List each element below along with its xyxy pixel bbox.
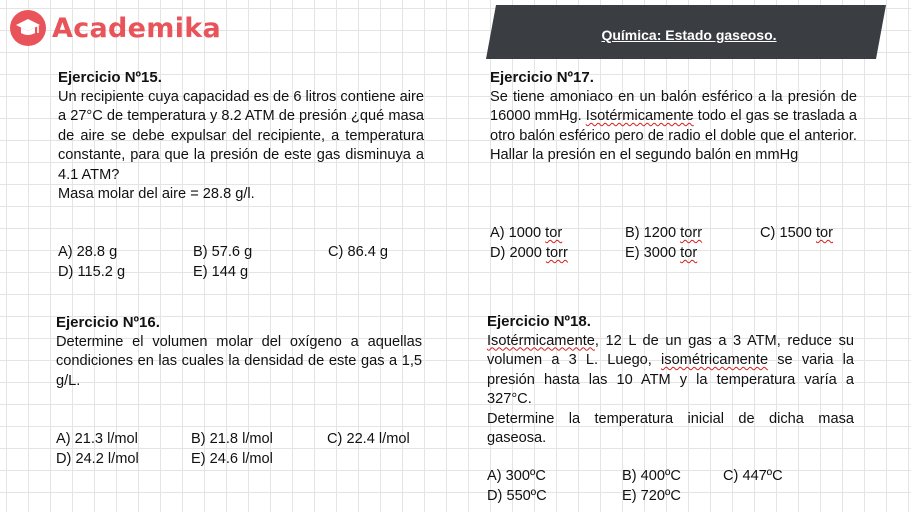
topic-title: Química: Estado gaseoso.: [601, 27, 777, 43]
exercise-statement: Se tiene amoniaco en un balón esférico a la presión de 16000 mmHg. Isotérmicamente todo el gas se traslada a otro balón esférico pero de radio el doble que el anterior. Hallar la presión en el segundo balón en mmHg: [490, 88, 857, 163]
option-a: A) 300ºC: [487, 468, 546, 484]
brand-name: Academika: [52, 12, 222, 44]
option-e: E) 720ºC: [622, 488, 681, 504]
brand-logo: [10, 10, 221, 46]
spellcheck-word: isométricamente: [661, 352, 769, 368]
option-e: E) 144 g: [193, 264, 249, 280]
option-b: B) 1200 torr: [625, 225, 703, 241]
exercise-17: [490, 68, 857, 166]
exercise-15: [58, 68, 424, 205]
exercise-statement: Isotérmicamente, 12 L de un gas a 3 ATM, reduce su volumen a 3 L. Luego, isométricamente se varia la presión hasta las 10 ATM y la temperatura varía a 327°C.: [487, 332, 854, 407]
option-a: A) 28.8 g: [58, 244, 118, 260]
spellcheck-word: Isotérmicamente: [487, 332, 595, 349]
option-c: C) 1500 tor: [760, 225, 834, 241]
option-e: E) 3000 tor: [625, 245, 698, 261]
option-c: C) 86.4 g: [328, 244, 389, 260]
exercise-title: Ejercicio Nº16.: [56, 314, 160, 331]
exercise-18: [487, 312, 854, 449]
option-b: B) 57.6 g: [193, 244, 253, 260]
option-d: D) 2000 torr: [490, 245, 568, 261]
option-b: B) 21.8 l/mol: [191, 431, 273, 447]
option-d: D) 24.2 l/mol: [56, 451, 139, 467]
exercise-question: Determine la temperatura inicial de dicha masa gaseosa.: [487, 410, 854, 446]
exercise-statement: Un recipiente cuya capacidad es de 6 litros contiene aire a 27°C de temperatura y 8.2 ATM de presión ¿qué masa de aire se debe expulsar del recipiente, a temperatura constante, para que la presión de este gas disminuya a 4.1 ATM?: [58, 88, 424, 183]
graduation-cap-icon: [10, 10, 46, 46]
exercise-16: [56, 313, 422, 391]
exercise-title: Ejercicio Nº18.: [487, 313, 591, 330]
option-a: A) 21.3 l/mol: [56, 431, 138, 447]
exercise-statement: Determine el volumen molar del oxígeno a aquellas condiciones en las cuales la densidad de este gas a 1,5 g/L.: [56, 333, 422, 389]
option-b: B) 400ºC: [622, 468, 681, 484]
option-d: D) 115.2 g: [58, 264, 126, 280]
option-e: E) 24.6 l/mol: [191, 451, 273, 467]
exercise-title: Ejercicio Nº17.: [490, 69, 594, 86]
exercise-note: Masa molar del aire = 28.8 g/l.: [58, 186, 255, 202]
spellcheck-word: Isotérmicamente: [585, 108, 694, 124]
exercise-title: Ejercicio Nº15.: [58, 69, 162, 86]
option-c: C) 447ºC: [723, 468, 783, 484]
option-a: A) 1000 tor: [490, 225, 563, 241]
topic-banner: [484, 4, 888, 60]
option-d: D) 550ºC: [487, 488, 547, 504]
option-c: C) 22.4 l/mol: [327, 431, 410, 447]
